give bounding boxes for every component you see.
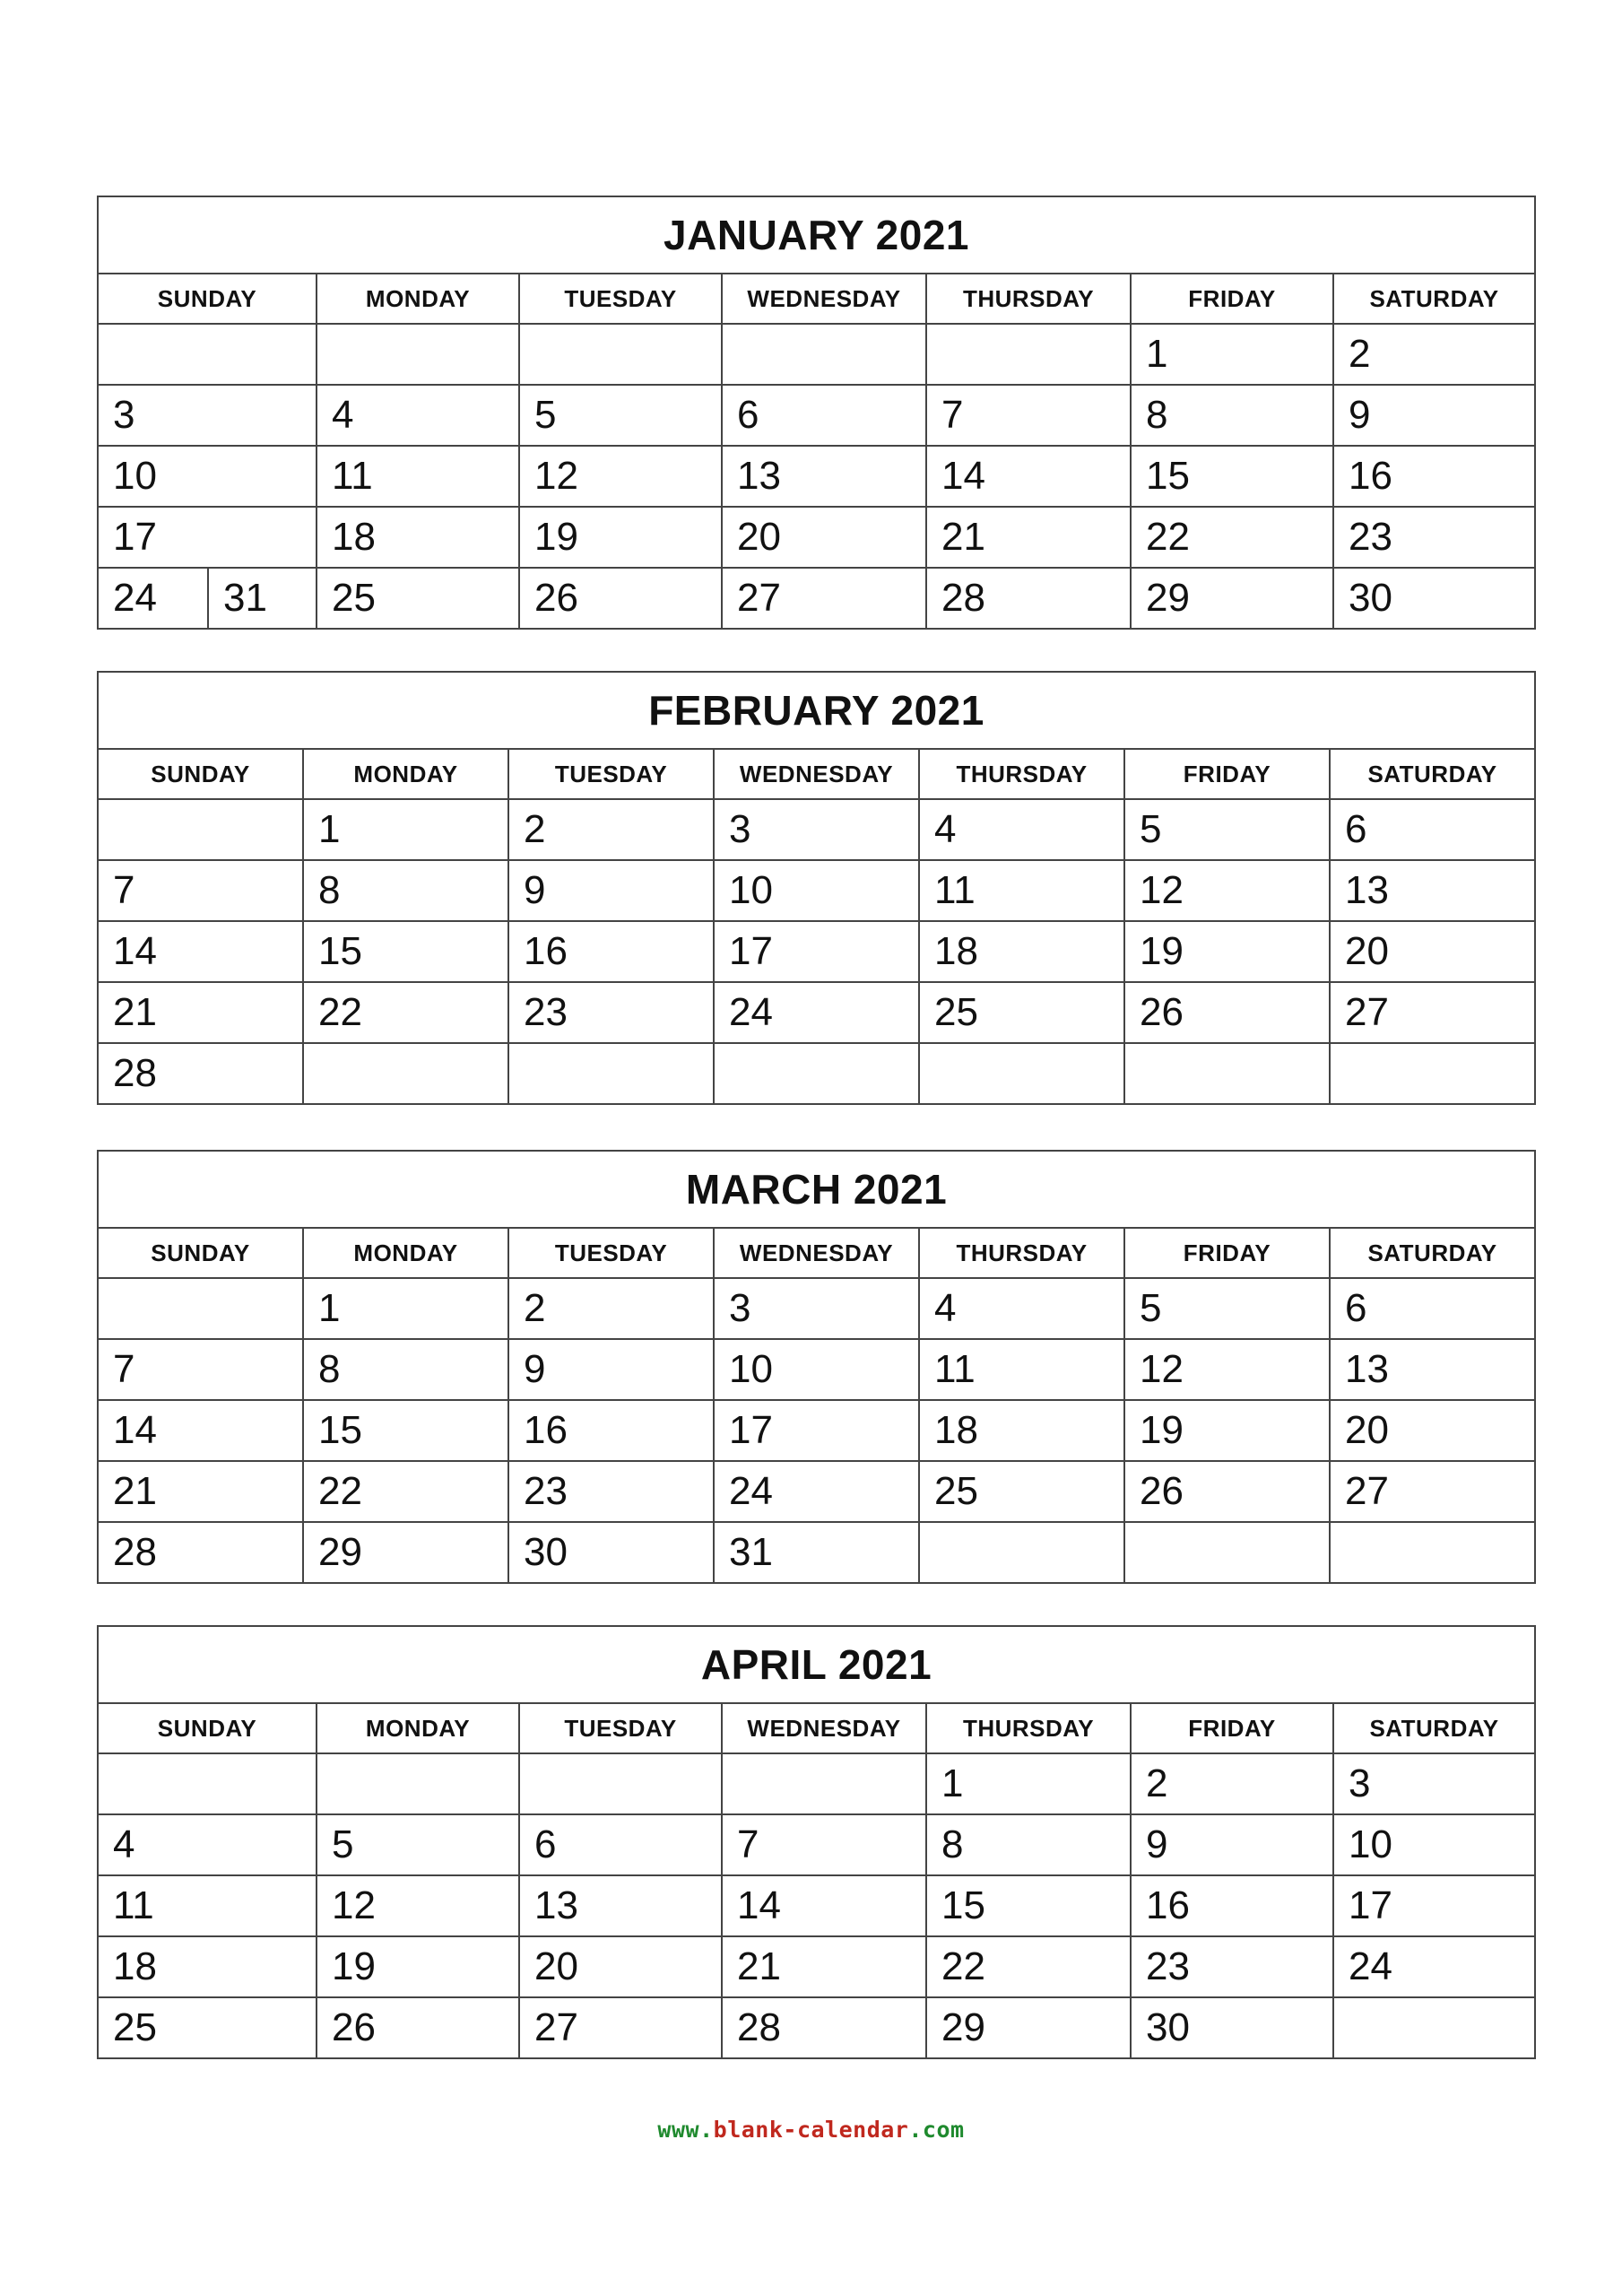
day-cell: 14: [98, 921, 303, 982]
day-cell: 16: [1131, 1875, 1333, 1936]
weekday-label: TUESDAY: [508, 749, 714, 799]
weekday-label: SUNDAY: [98, 749, 303, 799]
day-cell: 8: [303, 1339, 508, 1400]
day-cell: 20: [519, 1936, 722, 1997]
footer-site-name: blank-calendar: [713, 2117, 909, 2143]
day-cell: 5: [317, 1814, 519, 1875]
day-cell: 29: [303, 1522, 508, 1583]
day-cell: 29: [1131, 568, 1333, 629]
day-cell: 23: [1333, 507, 1535, 568]
weekday-label: TUESDAY: [508, 1228, 714, 1278]
day-cell: 8: [926, 1814, 1131, 1875]
day-cell: 15: [1131, 446, 1333, 507]
day-cell: 26: [317, 1997, 519, 2058]
day-cell: 5: [1124, 799, 1330, 860]
week-row: [98, 1814, 1535, 1875]
day-cell: 14: [98, 1400, 303, 1461]
calendar-april: [97, 1625, 1536, 2059]
day-cell: 10: [714, 1339, 919, 1400]
weekday-label: MONDAY: [303, 1228, 508, 1278]
day-cell: 17: [98, 507, 317, 568]
day-cell: 12: [1124, 860, 1330, 921]
day-cell: 13: [1330, 1339, 1535, 1400]
day-cell: 15: [303, 921, 508, 982]
day-cell: 25: [317, 568, 519, 629]
weekday-label: WEDNESDAY: [714, 749, 919, 799]
day-cell: 20: [722, 507, 926, 568]
day-cell: 11: [317, 446, 519, 507]
day-cell: 19: [1124, 1400, 1330, 1461]
day-cell: 24: [714, 1461, 919, 1522]
week-row: [98, 982, 1535, 1043]
week-row: [98, 1461, 1535, 1522]
day-cell: [98, 799, 303, 860]
weekday-label: THURSDAY: [919, 749, 1124, 799]
day-cell: 4: [919, 799, 1124, 860]
day-cell: 7: [98, 1339, 303, 1400]
day-cell: 27: [1330, 1461, 1535, 1522]
week-row: [98, 1339, 1535, 1400]
day-cell: 11: [98, 1875, 317, 1936]
day-cell: 10: [98, 446, 317, 507]
day-cell: 11: [919, 860, 1124, 921]
day-cell: 31: [714, 1522, 919, 1583]
day-cell: 23: [1131, 1936, 1333, 1997]
day-cell: [919, 1043, 1124, 1104]
day-cell: [714, 1043, 919, 1104]
weekday-label: WEDNESDAY: [722, 1703, 926, 1753]
weekday-label: WEDNESDAY: [714, 1228, 919, 1278]
day-cell: 22: [303, 1461, 508, 1522]
day-cell: 7: [722, 1814, 926, 1875]
day-cell: 16: [508, 921, 714, 982]
day-cell: [722, 324, 926, 385]
day-cell: 21: [926, 507, 1131, 568]
week-row: [98, 1997, 1535, 2058]
day-cell: 5: [1124, 1278, 1330, 1339]
day-cell: 5: [519, 385, 722, 446]
day-cell: 28: [926, 568, 1131, 629]
day-cell: [722, 1753, 926, 1814]
day-cell: [1333, 1997, 1535, 2058]
day-cell: [519, 324, 722, 385]
day-cell: 23: [508, 982, 714, 1043]
weekday-label: THURSDAY: [919, 1228, 1124, 1278]
week-row: [98, 1278, 1535, 1339]
day-cell: 25: [98, 1997, 317, 2058]
day-cell: 1: [1131, 324, 1333, 385]
day-cell: [303, 1043, 508, 1104]
day-cell: 27: [1330, 982, 1535, 1043]
day-cell: [1330, 1043, 1535, 1104]
day-cell: [1330, 1522, 1535, 1583]
day-cell: 18: [919, 921, 1124, 982]
day-cell: 22: [303, 982, 508, 1043]
day-cell: 4: [317, 385, 519, 446]
day-cell: 12: [1124, 1339, 1330, 1400]
day-cell: 6: [722, 385, 926, 446]
weekday-label: MONDAY: [317, 1703, 519, 1753]
day-cell: [919, 1522, 1124, 1583]
weekday-label: FRIDAY: [1124, 1228, 1330, 1278]
day-cell: 20: [1330, 921, 1535, 982]
month-title: FEBRUARY 2021: [98, 672, 1535, 749]
day-cell: 17: [714, 1400, 919, 1461]
day-cell: 17: [1333, 1875, 1535, 1936]
day-cell: 29: [926, 1997, 1131, 2058]
day-cell: 25: [919, 982, 1124, 1043]
day-cell: 1: [303, 799, 508, 860]
day-cell: 18: [317, 507, 519, 568]
day-cell: 12: [317, 1875, 519, 1936]
day-cell: 12: [519, 446, 722, 507]
week-row: [98, 921, 1535, 982]
day-cell: 27: [722, 568, 926, 629]
day-cell: 24: [714, 982, 919, 1043]
weekday-label: WEDNESDAY: [722, 274, 926, 324]
calendar-february: [97, 671, 1536, 1105]
day-cell: 7: [926, 385, 1131, 446]
day-cell: 14: [926, 446, 1131, 507]
week-row: [98, 446, 1535, 507]
weekday-label: SUNDAY: [98, 1228, 303, 1278]
week-row: [98, 799, 1535, 860]
week-row: [98, 1522, 1535, 1583]
day-cell: 19: [317, 1936, 519, 1997]
month-title: APRIL 2021: [98, 1626, 1535, 1703]
day-cell: 2: [1333, 324, 1535, 385]
weekday-label: SUNDAY: [98, 274, 317, 324]
week-row: [98, 1043, 1535, 1104]
weekday-label: FRIDAY: [1131, 1703, 1333, 1753]
day-cell: 31: [207, 569, 316, 628]
day-cell: 20: [1330, 1400, 1535, 1461]
day-cell: 8: [303, 860, 508, 921]
week-row: [98, 507, 1535, 568]
day-cell: 9: [508, 860, 714, 921]
day-cell: 30: [508, 1522, 714, 1583]
day-cell: 23: [508, 1461, 714, 1522]
weekday-label: TUESDAY: [519, 274, 722, 324]
day-cell: 28: [98, 1043, 303, 1104]
day-cell: [317, 1753, 519, 1814]
day-cell: 30: [1333, 568, 1535, 629]
day-cell: 30: [1131, 1997, 1333, 2058]
day-cell: 26: [519, 568, 722, 629]
day-cell: 21: [98, 982, 303, 1043]
week-row: [98, 385, 1535, 446]
day-cell: 21: [98, 1461, 303, 1522]
day-cell: 2: [508, 1278, 714, 1339]
day-cell: 24: [113, 576, 157, 620]
day-cell: 3: [714, 799, 919, 860]
day-cell: 15: [303, 1400, 508, 1461]
weekday-header-row: [98, 274, 1535, 324]
day-cell: 11: [919, 1339, 1124, 1400]
footer-prefix: www.: [657, 2117, 714, 2143]
week-row: [98, 568, 1535, 629]
day-cell: 6: [1330, 799, 1535, 860]
day-cell: 27: [519, 1997, 722, 2058]
day-cell: 13: [519, 1875, 722, 1936]
day-cell: [98, 324, 317, 385]
day-cell: 28: [98, 1522, 303, 1583]
day-cell: 1: [303, 1278, 508, 1339]
day-cell: [926, 324, 1131, 385]
day-cell: [519, 1753, 722, 1814]
day-cell: 24: [1333, 1936, 1535, 1997]
weekday-label: MONDAY: [303, 749, 508, 799]
day-cell: [98, 1278, 303, 1339]
week-row: [98, 1936, 1535, 1997]
day-cell: 7: [98, 860, 303, 921]
day-cell: 6: [1330, 1278, 1535, 1339]
day-cell: 21: [722, 1936, 926, 1997]
day-cell: 9: [508, 1339, 714, 1400]
footer-website-link[interactable]: [0, 2117, 1622, 2143]
calendar-march: [97, 1150, 1536, 1584]
day-cell: 22: [1131, 507, 1333, 568]
day-cell: 22: [926, 1936, 1131, 1997]
day-cell: 3: [1333, 1753, 1535, 1814]
weekday-label: MONDAY: [317, 274, 519, 324]
weekday-header-row: [98, 1228, 1535, 1278]
day-cell: 9: [1333, 385, 1535, 446]
day-cell: [98, 1753, 317, 1814]
day-cell: 15: [926, 1875, 1131, 1936]
week-row: [98, 324, 1535, 385]
weekday-label: SUNDAY: [98, 1703, 317, 1753]
day-cell: 4: [98, 1814, 317, 1875]
weekday-label: SATURDAY: [1333, 274, 1535, 324]
day-cell: 6: [519, 1814, 722, 1875]
day-cell: 28: [722, 1997, 926, 2058]
day-cell: 13: [722, 446, 926, 507]
day-cell: 13: [1330, 860, 1535, 921]
weekday-label: THURSDAY: [926, 274, 1131, 324]
day-cell: [508, 1043, 714, 1104]
day-cell: 9: [1131, 1814, 1333, 1875]
day-cell: 14: [722, 1875, 926, 1936]
weekday-label: SATURDAY: [1333, 1703, 1535, 1753]
day-cell: 4: [919, 1278, 1124, 1339]
day-cell: 8: [1131, 385, 1333, 446]
week-row: [98, 1875, 1535, 1936]
day-cell: 19: [1124, 921, 1330, 982]
week-row: [98, 1753, 1535, 1814]
day-cell: [317, 324, 519, 385]
day-cell: 10: [714, 860, 919, 921]
day-cell: 3: [714, 1278, 919, 1339]
day-cell: 26: [1124, 982, 1330, 1043]
day-cell-split: [98, 568, 317, 629]
weekday-label: SATURDAY: [1330, 749, 1535, 799]
weekday-header-row: [98, 1703, 1535, 1753]
day-cell: 26: [1124, 1461, 1330, 1522]
day-cell: 2: [1131, 1753, 1333, 1814]
day-cell: [1124, 1043, 1330, 1104]
day-cell: 1: [926, 1753, 1131, 1814]
calendar-january: [97, 196, 1536, 630]
week-row: [98, 1400, 1535, 1461]
weekday-label: TUESDAY: [519, 1703, 722, 1753]
day-cell: [1124, 1522, 1330, 1583]
month-title: JANUARY 2021: [98, 196, 1535, 274]
day-cell: 25: [919, 1461, 1124, 1522]
week-row: [98, 860, 1535, 921]
day-cell: 16: [508, 1400, 714, 1461]
day-cell: 3: [98, 385, 317, 446]
weekday-label: FRIDAY: [1131, 274, 1333, 324]
weekday-label: SATURDAY: [1330, 1228, 1535, 1278]
weekday-header-row: [98, 749, 1535, 799]
day-cell: 18: [919, 1400, 1124, 1461]
day-cell: 10: [1333, 1814, 1535, 1875]
month-title: MARCH 2021: [98, 1151, 1535, 1228]
day-cell: 19: [519, 507, 722, 568]
footer-suffix: .com: [908, 2117, 965, 2143]
day-cell: 16: [1333, 446, 1535, 507]
day-cell: 17: [714, 921, 919, 982]
day-cell: 18: [98, 1936, 317, 1997]
day-cell: 2: [508, 799, 714, 860]
weekday-label: THURSDAY: [926, 1703, 1131, 1753]
weekday-label: FRIDAY: [1124, 749, 1330, 799]
